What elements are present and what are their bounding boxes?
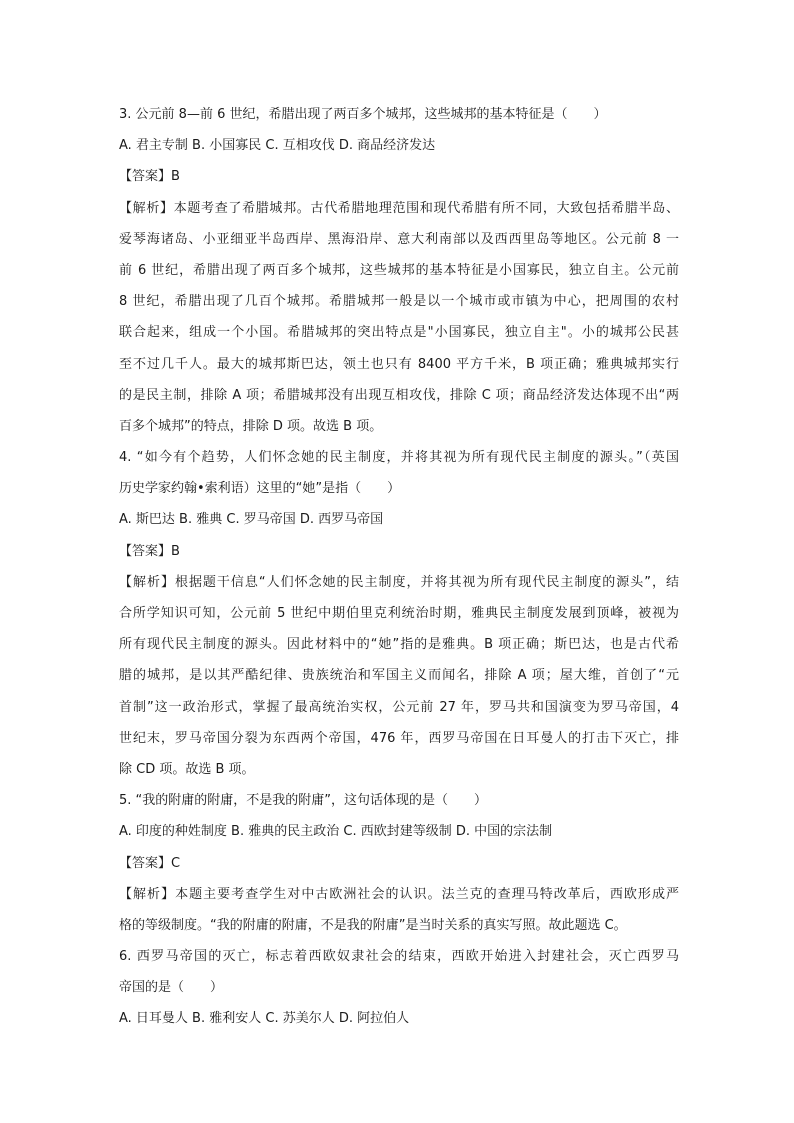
analysis-line: 百多个城邦”的特点，排除 D 项。故选 B 项。 (119, 418, 383, 434)
document-page (119, 99, 679, 1035)
analysis-line: 联合起来，组成一个小国。希腊城邦的突出特点是"小国寡民，独立自主"。小的城邦公民甚 (119, 325, 679, 341)
question-stem-line: 帝国的是（ ） (119, 980, 224, 996)
question-stem-line: 5. “我的附庸的附庸，不是我的附庸”，这句话体现的是（ ） (119, 793, 488, 809)
analysis-line: 至不过几千人。最大的城邦斯巴达，领土也只有 8400 平方千米，B 项正确；雅典城邦实行 (119, 356, 679, 372)
analysis-line: 前 6 世纪，希腊出现了两百多个城邦，这些城邦的基本特征是小国寡民，独立自主。公元前 (119, 262, 679, 278)
answer-options: A. 斯巴达 B. 雅典 C. 罗马帝国 D. 西罗马帝国 (119, 512, 384, 528)
answer-key: 【答案】B (119, 169, 180, 185)
analysis-line: 除 CD 项。故选 B 项。 (119, 761, 255, 777)
analysis-line: 首制”这一政治形式，掌握了最高统治实权，公元前 27 年，罗马共和国演变为罗马帝国，4 (119, 699, 679, 715)
analysis-line: 格的等级制度。“我的附庸的附庸，不是我的附庸”是当时关系的真实写照。故此题选 C。 (119, 917, 627, 933)
answer-options: A. 印度的种姓制度 B. 雅典的民主政治 C. 西欧封建等级制 D. 中国的宗法制 (119, 824, 553, 840)
analysis-line: 【解析】根据题干信息“人们怀念她的民主制度，并将其视为所有现代民主制度的源头”，结 (119, 574, 679, 590)
analysis-line: 所有现代民主制度的源头。因此材料中的“她”指的是雅典。B 项正确；斯巴达，也是古代希 (119, 637, 679, 653)
question-5 (119, 785, 679, 941)
analysis-line: 腊的城邦，是以其严酷纪律、贵族统治和军国主义而闻名，排除 A 项；屋大维，首创了“元 (119, 668, 679, 684)
answer-options: A. 日耳曼人 B. 雅利安人 C. 苏美尔人 D. 阿拉伯人 (119, 1011, 410, 1027)
question-stem-line: 4. “如今有个趋势，人们怀念她的民主制度，并将其视为所有现代民主制度的源头。”（英国 (119, 450, 679, 466)
answer-key: 【答案】B (119, 543, 180, 559)
analysis-line: 合所学知识可知，公元前 5 世纪中期伯里克利统治时期，雅典民主制度发展到顶峰，被视为 (119, 606, 679, 621)
question-4 (119, 442, 679, 785)
question-stem-line: 历史学家约翰•索利语）这里的“她”是指（ ） (119, 481, 401, 497)
analysis-line: 【解析】本题主要考查学生对中古欧洲社会的认识。法兰克的查理马特改革后，西欧形成严 (119, 886, 679, 902)
question-stem-line: 3. 公元前 8—前 6 世纪，希腊出现了两百多个城邦，这些城邦的基本特征是（ ） (119, 107, 607, 122)
question-3 (119, 99, 679, 442)
question-6 (119, 941, 679, 1035)
analysis-line: 【解析】本题考查了希腊城邦。古代希腊地理范围和现代希腊有所不同，大致包括希腊半岛、 (119, 200, 679, 216)
analysis-line: 世纪末，罗马帝国分裂为东西两个帝国，476 年，西罗马帝国在日耳曼人的打击下灭亡，排 (119, 730, 679, 746)
analysis-line: 爱琴海诸岛、小亚细亚半岛西岸、黑海沿岸、意大利南部以及西西里岛等地区。公元前 8 一 (119, 231, 679, 247)
analysis-line: 的是民主制，排除 A 项；希腊城邦没有出现互相攻伐，排除 C 项；商品经济发达体现不出“两 (119, 387, 679, 403)
answer-options: A. 君主专制 B. 小国寡民 C. 互相攻伐 D. 商品经济发达 (119, 138, 436, 154)
analysis-line: 8 世纪，希腊出现了几百个城邦。希腊城邦一般是以一个城市或市镇为中心，把周围的农村 (119, 294, 679, 310)
answer-key: 【答案】C (119, 855, 181, 871)
question-stem-line: 6. 西罗马帝国的灭亡，标志着西欧奴隶社会的结束，西欧开始进入封建社会，灭亡西罗马 (119, 949, 679, 965)
